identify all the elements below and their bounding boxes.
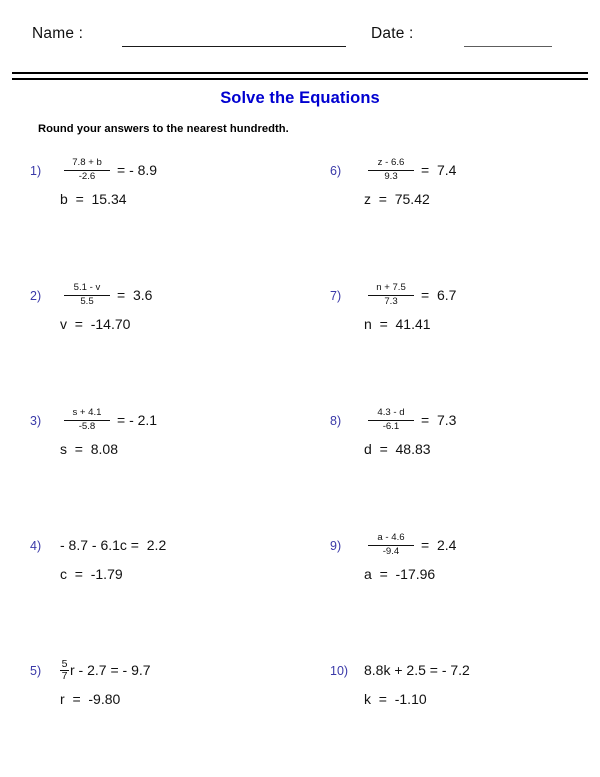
problem-1 — [30, 152, 320, 207]
fraction — [368, 533, 414, 556]
equation-right-side: = 2.4 — [421, 537, 457, 553]
answer-text: a = -17.96 — [364, 566, 436, 582]
fraction-numerator: 4.3 - d — [377, 407, 405, 419]
fraction-numerator: s + 4.1 — [72, 407, 102, 419]
fraction — [64, 408, 110, 431]
problem-9 — [330, 527, 600, 582]
problem-list — [0, 152, 600, 777]
problem-number: 10) — [330, 664, 349, 678]
problem-number: 5) — [30, 664, 42, 678]
equation-expression — [60, 537, 166, 553]
problem-number: 2) — [30, 289, 42, 303]
equation-expression — [364, 533, 456, 556]
equation-expression — [60, 659, 151, 681]
problem-10 — [330, 652, 600, 707]
fraction — [64, 283, 110, 306]
problem-number: 4) — [30, 539, 42, 553]
equation-body: - 8.7 - 6.1c = 2.2 — [60, 537, 167, 553]
header-divider — [12, 72, 588, 80]
name-label: Name : — [32, 25, 84, 42]
equation-expression — [364, 158, 456, 181]
fraction-denominator: 9.3 — [384, 170, 398, 182]
fraction-denominator: -5.8 — [78, 420, 96, 432]
problem-5 — [30, 652, 320, 707]
answer-text: n = 41.41 — [364, 316, 431, 332]
fraction-numerator: 7.8 + b — [72, 157, 102, 169]
fraction-numerator: z - 6.6 — [377, 157, 405, 169]
answer-text: s = 8.08 — [60, 441, 118, 457]
equation-right-side: = 6.7 — [421, 287, 457, 303]
date-write-line[interactable] — [464, 46, 552, 47]
problem-number: 1) — [30, 164, 42, 178]
problem-row — [0, 527, 600, 652]
equation-line — [30, 402, 320, 438]
equation-line — [30, 652, 320, 688]
problem-row — [0, 277, 600, 402]
equation-right-side: = 3.6 — [117, 287, 153, 303]
answer-text: z = 75.42 — [364, 191, 430, 207]
answer-text: c = -1.79 — [60, 566, 123, 582]
problem-7 — [330, 277, 600, 332]
problem-4 — [30, 527, 320, 582]
problem-3 — [30, 402, 320, 457]
fraction — [64, 158, 110, 181]
problem-number: 7) — [330, 289, 342, 303]
page-title: Solve the Equations — [220, 89, 380, 107]
problem-row — [0, 152, 600, 277]
fraction-numerator: n + 7.5 — [376, 282, 406, 294]
equation-right-side: = 7.3 — [421, 412, 457, 428]
fraction-numerator: a - 4.6 — [377, 532, 405, 544]
equation-expression — [364, 283, 456, 306]
instruction-text: Round your answers to the nearest hundredth. — [38, 123, 289, 135]
equation-line — [30, 527, 320, 563]
equation-expression — [364, 408, 456, 431]
answer-text: b = 15.34 — [60, 191, 127, 207]
answer-text: v = -14.70 — [60, 316, 131, 332]
fraction — [368, 283, 414, 306]
problem-number: 9) — [330, 539, 342, 553]
name-write-line[interactable] — [122, 46, 346, 47]
worksheet-header — [0, 24, 600, 58]
problem-row — [0, 402, 600, 527]
problem-6 — [330, 152, 600, 207]
fraction-denominator: -6.1 — [382, 420, 400, 432]
problem-row — [0, 652, 600, 777]
equation-line — [30, 152, 320, 188]
equation-expression — [60, 408, 157, 431]
fraction-denominator: -9.4 — [382, 545, 400, 557]
fraction-denominator: 5.5 — [80, 295, 94, 307]
equation-expression — [364, 662, 470, 678]
fraction-numerator: 5.1 - v — [73, 282, 101, 294]
fraction-denominator: 7.3 — [384, 295, 398, 307]
equation-right-side: = - 8.9 — [117, 162, 158, 178]
fraction — [368, 158, 414, 181]
equation-expression — [60, 158, 157, 181]
equation-expression — [60, 283, 152, 306]
problem-number: 3) — [30, 414, 42, 428]
equation-line — [330, 152, 600, 188]
problem-number: 6) — [330, 164, 342, 178]
equation-line — [330, 277, 600, 313]
problem-number: 8) — [330, 414, 342, 428]
coefficient-denominator: 7 — [61, 669, 68, 682]
equation-body: 8.8k + 2.5 = - 7.2 — [364, 662, 470, 678]
answer-text: r = -9.80 — [60, 691, 121, 707]
fraction-denominator: -2.6 — [78, 170, 96, 182]
equation-line — [330, 527, 600, 563]
equation-line — [30, 277, 320, 313]
equation-right-side: = - 2.1 — [117, 412, 158, 428]
fraction — [368, 408, 414, 431]
equation-right-side: = 7.4 — [421, 162, 457, 178]
problem-2 — [30, 277, 320, 332]
date-label: Date : — [371, 25, 414, 42]
answer-text: k = -1.10 — [364, 691, 427, 707]
coefficient-fraction — [60, 659, 69, 681]
equation-line — [330, 402, 600, 438]
equation-body: r - 2.7 = - 9.7 — [70, 662, 151, 678]
equation-line — [330, 652, 600, 688]
problem-8 — [330, 402, 600, 457]
answer-text: d = 48.83 — [364, 441, 431, 457]
coefficient-numerator: 5 — [61, 658, 68, 670]
